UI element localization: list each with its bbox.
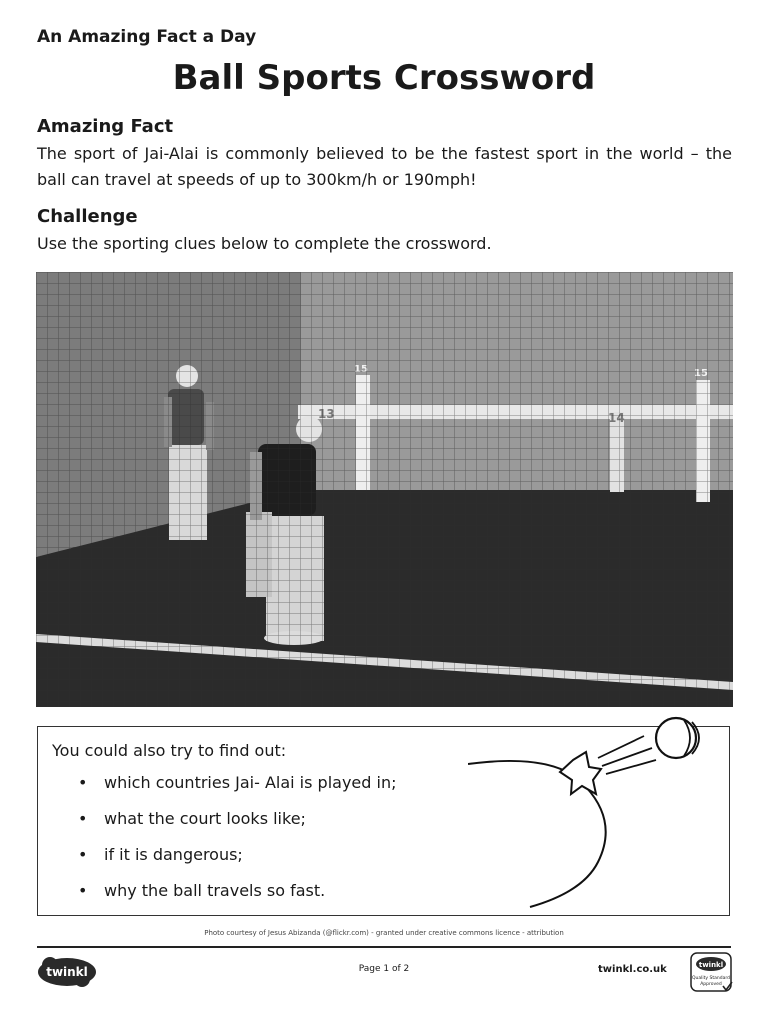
- logo-text: twinkl: [46, 965, 88, 979]
- list-item: • if it is dangerous;: [76, 837, 396, 873]
- photo-credit: Photo courtesy of Jesus Abizanda (@flickr.com) - granted under creative commons licence - attribution: [204, 929, 564, 937]
- find-out-intro: You could also try to find out:: [52, 741, 287, 760]
- fact-heading: Amazing Fact: [37, 116, 174, 137]
- ball-illustration: [468, 712, 718, 912]
- footer-divider: [37, 946, 731, 948]
- list-item: • which countries Jai- Alai is played in;: [76, 765, 396, 801]
- challenge-heading: Challenge: [37, 206, 138, 227]
- fact-text: The sport of Jai-Alai is commonly believed to be the fastest sport in the world – the ball can travel at speeds of up to 300km/h or 190mph!: [37, 144, 732, 189]
- find-out-list: [76, 765, 396, 909]
- find-out-box: [37, 726, 730, 916]
- supertitle: An Amazing Fact a Day: [37, 27, 257, 47]
- quality-badge: [690, 952, 734, 994]
- list-item: • why the ball travels so fast.: [76, 873, 396, 909]
- badge-logo: twinkl: [698, 961, 724, 969]
- challenge-text: Use the sporting clues below to complete the crossword.: [37, 234, 492, 253]
- page-title: Ball Sports Crossword: [172, 58, 596, 98]
- list-item: • what the court looks like;: [76, 801, 396, 837]
- site-url: twinkl.co.uk: [598, 964, 667, 975]
- page-number: Page 1 of 2: [358, 964, 410, 974]
- badge-line: Quality Standard: [692, 976, 730, 981]
- jai-alai-photo: [36, 272, 733, 707]
- badge-line: Approved: [700, 982, 722, 987]
